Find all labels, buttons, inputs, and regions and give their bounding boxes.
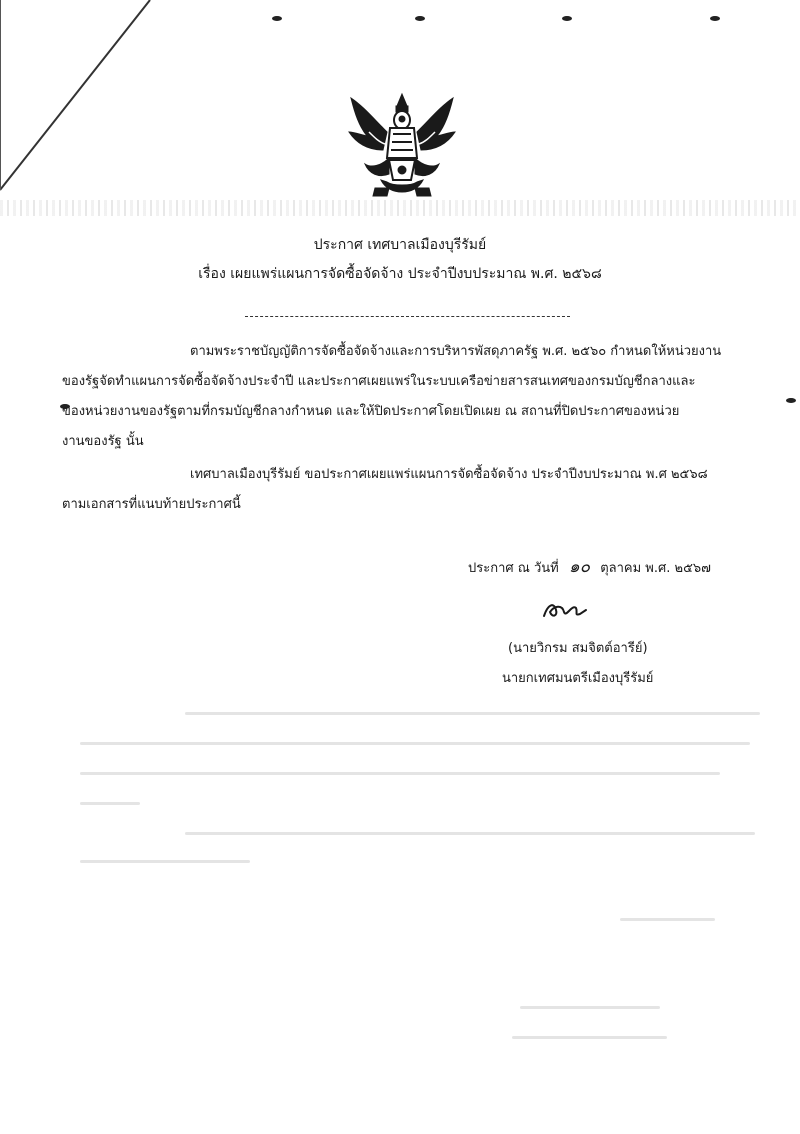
paragraph-1-line-2: ของรัฐจัดทำแผนการจัดซื้อจัดจ้างประจำปี และประกาศเผยแพร่ในระบบเครือข่ายสารสนเทศของกรมบัญชีกลางและ [62,374,696,389]
bleed-through-text [80,802,140,805]
date-month-year: ตุลาคม พ.ศ. ๒๕๖๗ [600,561,711,576]
bleed-through-text [512,1036,667,1039]
announcement-date [468,553,711,580]
bleed-through-text [520,1006,660,1009]
handwritten-signature [540,598,590,622]
dashed-divider [245,316,570,317]
announcement-subject: เรื่อง เผยแพร่แผนการจัดซื้อจัดจ้าง ประจำปีงบประมาณ พ.ศ. ๒๕๖๘ [198,266,602,282]
paragraph-2-line-1: เทศบาลเมืองบุรีรัมย์ ขอประกาศเผยแพร่แผนการจัดซื้อจัดจ้าง ประจำปีงบประมาณ พ.ศ ๒๕๖๘ [190,467,708,482]
bleed-through-text [80,772,720,775]
bleed-through-text [185,712,760,715]
scan-speck [272,16,282,21]
scan-speck [710,16,720,21]
scan-corner-line [0,0,160,200]
paragraph-1-line-1: ตามพระราชบัญญัติการจัดซื้อจัดจ้างและการบริหารพัสดุภาครัฐ พ.ศ. ๒๕๖๐ กำหนดให้หน่วยงาน [190,344,722,359]
paragraph-1-line-4: งานของรัฐ นั้น [62,434,144,449]
scan-speck [415,16,425,21]
paragraph-2-line-2: ตามเอกสารที่แนบท้ายประกาศนี้ [62,497,241,512]
signatory-name: (นายวิกรม สมจิตต์อารีย์) [508,641,648,656]
bleed-through-text [80,742,750,745]
scan-speck [786,398,796,403]
date-prefix: ประกาศ ณ วันที่ [468,561,559,576]
scan-speck [562,16,572,21]
garuda-emblem-icon [345,88,459,200]
paragraph-1-line-3: ของหน่วยงานของรัฐตามที่กรมบัญชีกลางกำหนด และให้ปิดประกาศโดยเปิดเผย ณ สถานที่ปิดประกาศของหน่วย [62,404,680,419]
date-day: ๑๐ [568,557,591,577]
bleed-through-text [80,860,250,863]
scan-noise-band [0,200,800,216]
announcement-title: ประกาศ เทศบาลเมืองบุรีรัมย์ [313,237,487,253]
signatory-position: นายกเทศมนตรีเมืองบุรีรัมย์ [502,671,654,686]
bleed-through-text [185,832,755,835]
bleed-through-text [620,918,715,921]
